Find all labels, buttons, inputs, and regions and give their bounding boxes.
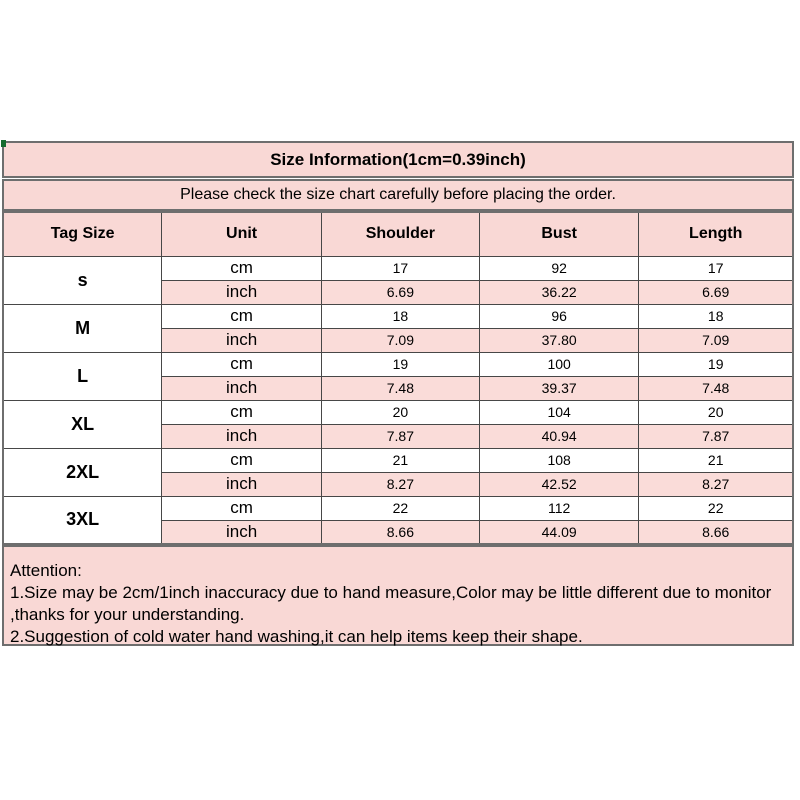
unit-cell: cm [162,352,322,376]
length-value: 21 [639,448,793,472]
tag-size-2xl: 2XL [3,448,162,496]
bust-value: 37.80 [479,328,639,352]
length-value: 8.27 [639,472,793,496]
shoulder-value: 18 [321,304,479,328]
size-table [2,211,794,545]
tag-size-xl: XL [3,400,162,448]
column-header-unit: Unit [162,212,322,256]
length-value: 7.09 [639,328,793,352]
table-header-row [3,212,793,256]
bust-value: 39.37 [479,376,639,400]
unit-cell: inch [162,424,322,448]
size-chart-notice: Please check the size chart carefully before placing the order. [2,179,794,211]
unit-cell: cm [162,304,322,328]
unit-cell: cm [162,400,322,424]
shoulder-value: 7.48 [321,376,479,400]
shoulder-value: 7.09 [321,328,479,352]
table-row [3,304,793,328]
unit-cell: inch [162,328,322,352]
shoulder-value: 17 [321,256,479,280]
length-value: 19 [639,352,793,376]
unit-cell: inch [162,280,322,304]
table-row [3,352,793,376]
table-row [3,400,793,424]
shoulder-value: 20 [321,400,479,424]
unit-cell: inch [162,520,322,544]
bust-value: 40.94 [479,424,639,448]
bust-value: 112 [479,496,639,520]
tag-size-l: L [3,352,162,400]
bust-value: 36.22 [479,280,639,304]
length-value: 6.69 [639,280,793,304]
length-value: 8.66 [639,520,793,544]
attention-line: 2.Suggestion of cold water hand washing,it can help items keep their shape. [10,627,583,646]
column-header-length: Length [639,212,793,256]
column-header-shoulder: Shoulder [321,212,479,256]
length-value: 22 [639,496,793,520]
size-info-title: Size Information(1cm=0.39inch) [2,141,794,178]
shoulder-value: 7.87 [321,424,479,448]
length-value: 18 [639,304,793,328]
length-value: 7.87 [639,424,793,448]
column-header-tag-size: Tag Size [3,212,162,256]
unit-cell: cm [162,496,322,520]
unit-cell: cm [162,448,322,472]
attention-line: ,thanks for your understanding. [10,605,245,624]
table-row [3,256,793,280]
bust-value: 42.52 [479,472,639,496]
tag-size-3xl: 3XL [3,496,162,544]
attention-box [2,545,794,646]
attention-line: 1.Size may be 2cm/1inch inaccuracy due to hand measure,Color may be little different due to monitor [10,583,772,602]
length-value: 17 [639,256,793,280]
tag-size-m: M [3,304,162,352]
attention-heading: Attention: [10,561,82,580]
column-header-bust: Bust [479,212,639,256]
length-value: 20 [639,400,793,424]
bust-value: 104 [479,400,639,424]
shoulder-value: 19 [321,352,479,376]
table-row [3,496,793,520]
bust-value: 92 [479,256,639,280]
bust-value: 96 [479,304,639,328]
tag-size-s: s [3,256,162,304]
table-row [3,448,793,472]
shoulder-value: 8.27 [321,472,479,496]
unit-cell: cm [162,256,322,280]
length-value: 7.48 [639,376,793,400]
bust-value: 100 [479,352,639,376]
shoulder-value: 22 [321,496,479,520]
unit-cell: inch [162,472,322,496]
shoulder-value: 6.69 [321,280,479,304]
bust-value: 108 [479,448,639,472]
unit-cell: inch [162,376,322,400]
shoulder-value: 21 [321,448,479,472]
bust-value: 44.09 [479,520,639,544]
green-corner-artifact [1,140,6,147]
size-chart-sheet [2,141,794,646]
shoulder-value: 8.66 [321,520,479,544]
